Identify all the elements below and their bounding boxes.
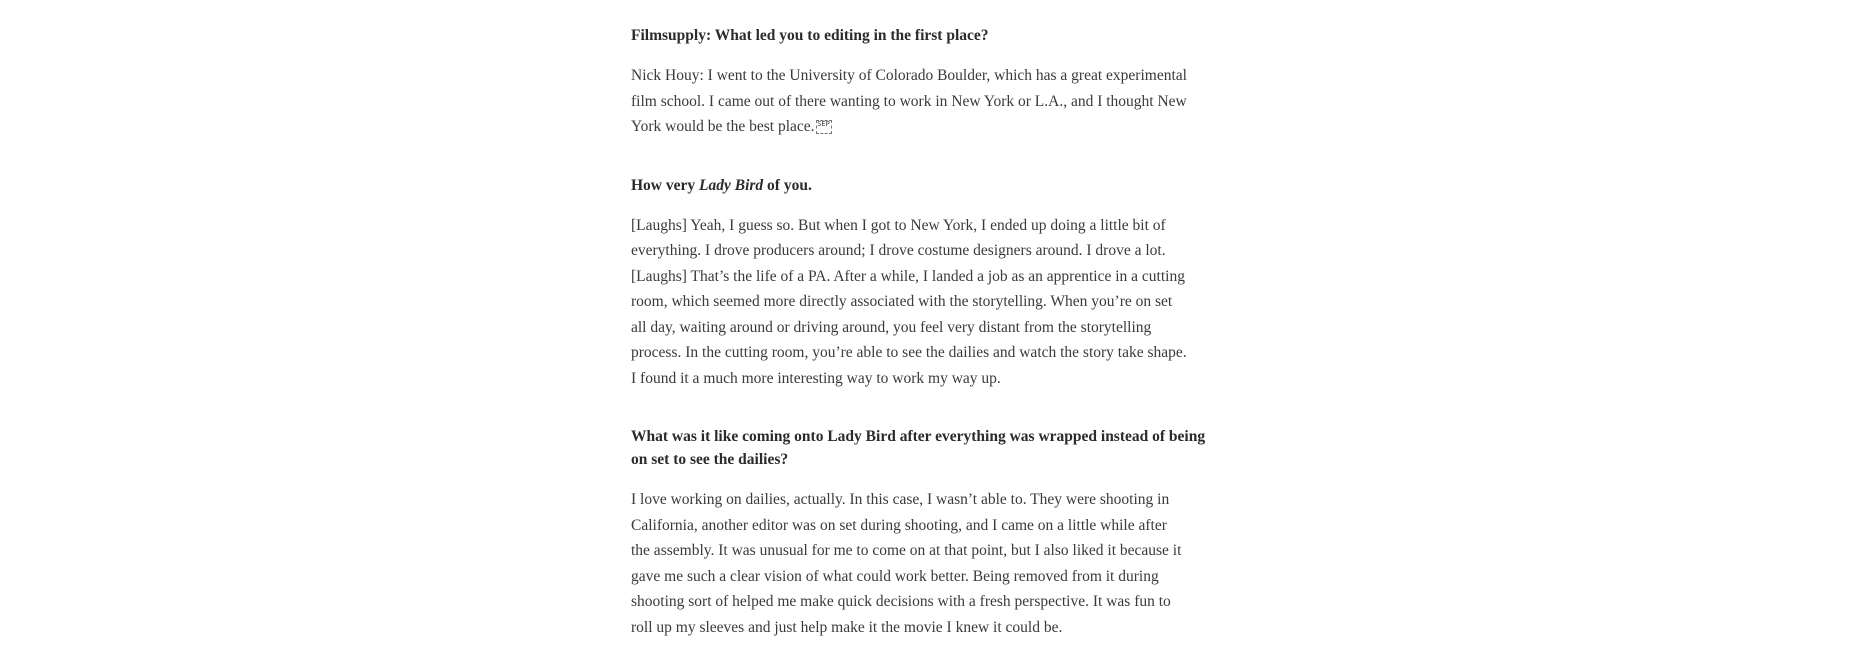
question-heading — [631, 425, 1241, 471]
answer-line: York would be the best place. — [631, 118, 815, 135]
answer-line: all day, waiting around or driving around, you feel very distant from the storytelling — [631, 318, 1152, 336]
answer-line: [Laughs] Yeah, I guess so. But when I got to New York, I ended up doing a little bit of — [631, 216, 1166, 234]
answer-paragraph — [631, 487, 1241, 640]
answer-line: process. In the cutting room, you’re able to see the dailies and watch the story take shape. — [631, 344, 1187, 361]
question-text: Filmsupply: What led you to editing in the first place? — [631, 27, 989, 44]
article-body — [631, 24, 1241, 640]
question-text-emphasis: Lady Bird — [699, 176, 764, 194]
answer-paragraph — [631, 213, 1241, 392]
question-line: on set to see the dailies? — [631, 451, 789, 468]
answer-paragraph — [631, 63, 1241, 140]
question-heading — [631, 24, 1241, 47]
separator-glyph-icon: SEP — [816, 120, 832, 134]
answer-line: Nick Houy: I went to the University of Colorado Boulder, which has a great experimental — [631, 67, 1187, 84]
answer-line: shooting sort of helped me make quick decisions with a fresh perspective. It was fun to — [631, 593, 1171, 610]
question-heading — [631, 174, 1241, 197]
question-line: What was it like coming onto Lady Bird after everything was wrapped instead of being — [631, 428, 1206, 445]
answer-line: I love working on dailies, actually. In this case, I wasn’t able to. They were shooting in — [631, 491, 1170, 508]
answer-line: roll up my sleeves and just help make it the movie I knew it could be. — [631, 618, 1063, 636]
answer-line: everything. I drove producers around; I drove costume designers around. I drove a lot. — [631, 242, 1166, 259]
question-text-prefix: How very — [631, 176, 700, 194]
answer-line: California, another editor was on set during shooting, and I came on a little while after — [631, 516, 1167, 534]
question-text-suffix: of you. — [763, 176, 812, 194]
answer-line: [Laughs] That’s the life of a PA. After a while, I landed a job as an apprentice in a cutting — [631, 267, 1185, 285]
answer-line: room, which seemed more directly associated with the storytelling. When you’re on set — [631, 293, 1173, 310]
answer-line: gave me such a clear vision of what could work better. Being removed from it during — [631, 567, 1159, 585]
answer-line: film school. I came out of there wanting to work in New York or L.A., and I thought New — [631, 92, 1187, 110]
answer-line: I found it a much more interesting way to work my way up. — [631, 369, 1001, 387]
answer-line: the assembly. It was unusual for me to come on at that point, but I also liked it because it — [631, 542, 1182, 559]
